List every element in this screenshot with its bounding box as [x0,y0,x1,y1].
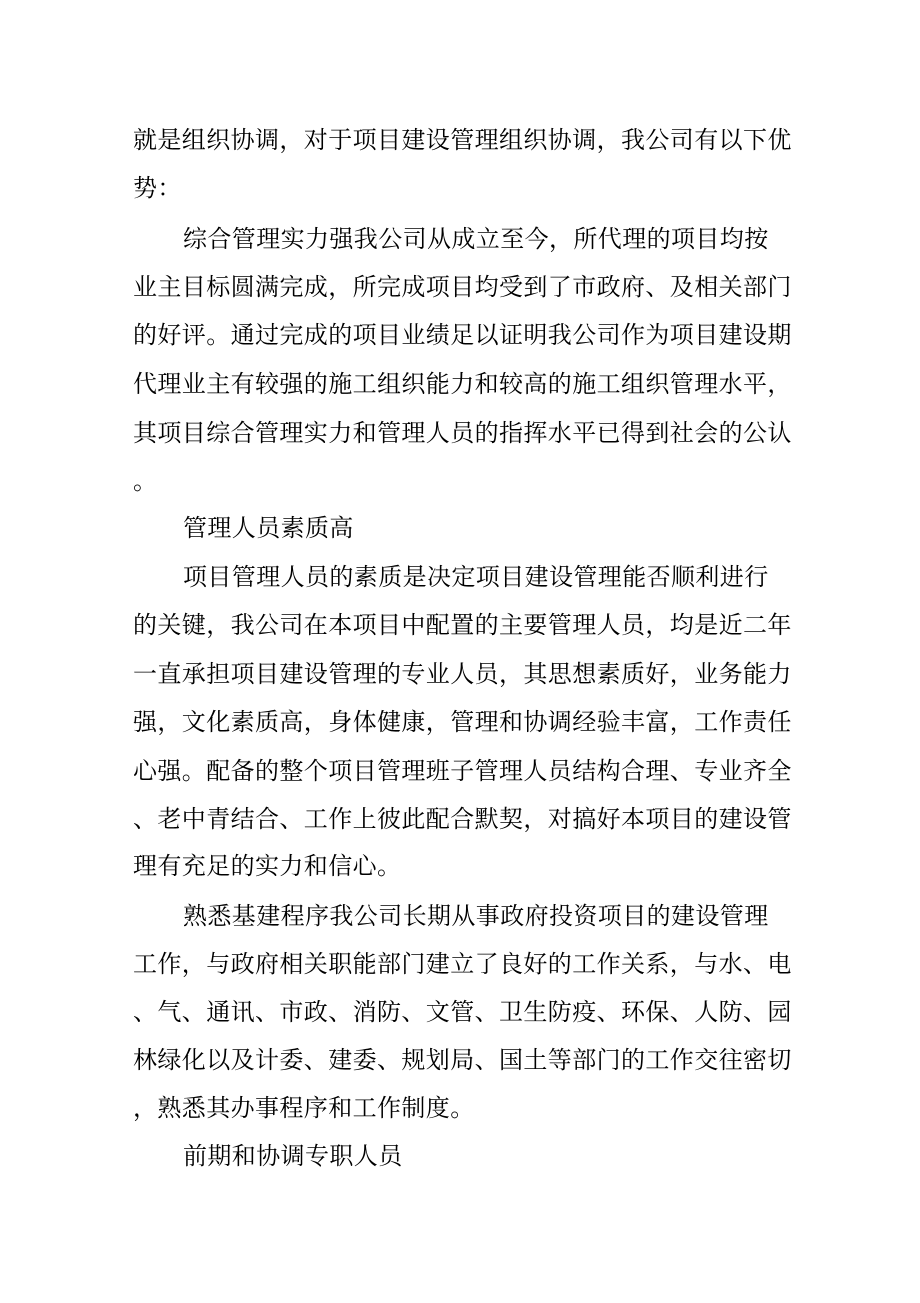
text-line: 林绿化以及计委、建委、规划局、国土等部门的工作交往密切 [133,1046,792,1074]
text-line: 一直承担项目建设管理的专业人员，其思想素质好，业务能力 [133,660,792,688]
text-line: 业主目标圆满完成，所完成项目均受到了市政府、及相关部门 [133,273,792,301]
text-line: 的好评。通过完成的项目业绩足以证明我公司作为项目建设期 [133,321,792,349]
paragraph-start-line: 项目管理人员的素质是决定项目建设管理能否顺利进行 [183,563,769,591]
text-line: ，熟悉其办事程序和工作制度。 [133,1094,475,1122]
text-line: 其项目综合管理实力和管理人员的指挥水平已得到社会的公认 [133,419,792,447]
text-line: 心强。配备的整个项目管理班子管理人员结构合理、专业齐全 [133,757,792,785]
text-line: 工作，与政府相关职能部门建立了良好的工作关系，与水、电 [133,950,792,978]
text-line: 势： [133,174,182,202]
text-line: 。 [133,467,158,495]
section-heading: 前期和协调专职人员 [183,1142,403,1170]
section-heading: 管理人员素质高 [183,514,354,542]
text-line: 就是组织协调，对于项目建设管理组织协调，我公司有以下优 [133,126,792,154]
paragraph-start-line: 综合管理实力强我公司从成立至今，所代理的项目均按 [183,225,769,253]
paragraph-start-line: 熟悉基建程序我公司长期从事政府投资项目的建设管理 [183,902,769,930]
text-line: 、老中青结合、工作上彼此配合默契，对搞好本项目的建设管 [133,805,792,833]
text-line: 的关键，我公司在本项目中配置的主要管理人员，均是近二年 [133,611,792,639]
text-line: 理有充足的实力和信心。 [133,852,402,880]
text-line: 代理业主有较强的施工组织能力和较高的施工组织管理水平， [133,370,792,398]
text-line: 强，文化素质高，身体健康，管理和协调经验丰富，工作责任 [133,708,792,736]
text-line: 、气、通讯、市政、消防、文管、卫生防疫、环保、人防、园 [133,998,792,1026]
